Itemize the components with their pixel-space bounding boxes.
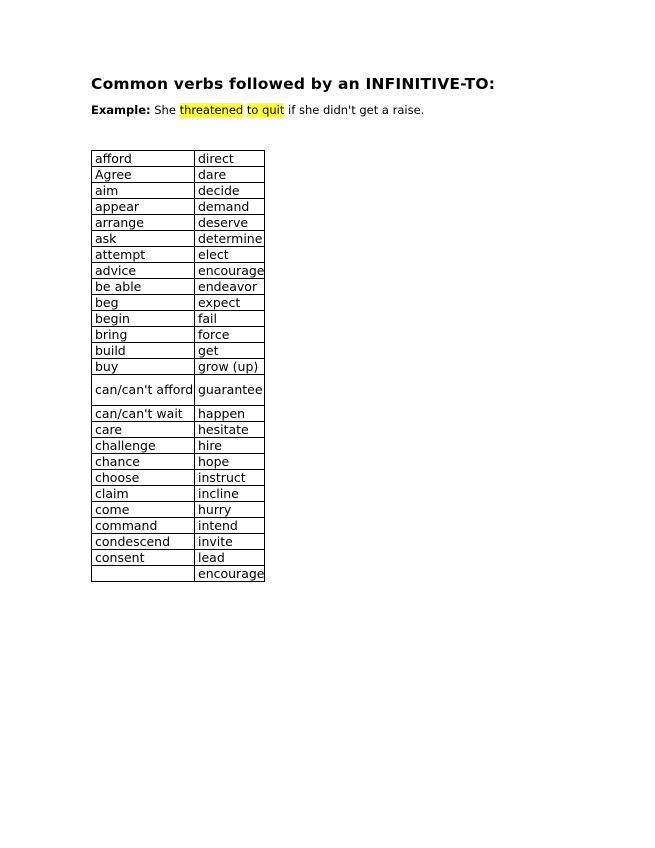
verb-cell-col2: grow (up): [195, 359, 265, 375]
example-text-end: if she didn't get a raise.: [288, 103, 425, 117]
table-row: [92, 518, 265, 534]
verb-cell-col2: force: [195, 327, 265, 343]
verb-cell-col1: be able: [92, 279, 195, 295]
verb-cell-col2: elect: [195, 247, 265, 263]
verb-cell-col2: dare: [195, 167, 265, 183]
verb-cell-col1: begin: [92, 311, 195, 327]
table-row: [92, 550, 265, 566]
table-row: [92, 231, 265, 247]
table-row: [92, 295, 265, 311]
verb-cell-col1: build: [92, 343, 195, 359]
verb-cell-col1: ask: [92, 231, 195, 247]
verb-cell-col2: demand: [195, 199, 265, 215]
verb-cell-col1: chance: [92, 454, 195, 470]
verb-cell-col2: incline: [195, 486, 265, 502]
table-row: [92, 502, 265, 518]
verb-cell-col2: instruct: [195, 470, 265, 486]
verb-cell-col1: come: [92, 502, 195, 518]
table-row: [92, 438, 265, 454]
verb-cell-col1: advice: [92, 263, 195, 279]
verb-cell-col1: [92, 566, 195, 582]
verb-cell-col2: encourage: [195, 566, 265, 582]
table-row: [92, 279, 265, 295]
verb-cell-col1: command: [92, 518, 195, 534]
verb-cell-col2: endeavor: [195, 279, 265, 295]
table-row: [92, 151, 265, 167]
verbs-table-body: [92, 151, 265, 582]
table-row: [92, 263, 265, 279]
table-row: [92, 167, 265, 183]
verb-cell-col1: bring: [92, 327, 195, 343]
table-row: [92, 375, 265, 406]
table-row: [92, 327, 265, 343]
verb-cell-col2: get: [195, 343, 265, 359]
verb-cell-col2: guarantee: [195, 375, 265, 406]
example-text-start: She: [154, 103, 176, 117]
table-row: [92, 311, 265, 327]
verb-cell-col1: attempt: [92, 247, 195, 263]
verb-cell-col1: condescend: [92, 534, 195, 550]
verb-cell-col1: claim: [92, 486, 195, 502]
table-row: [92, 454, 265, 470]
table-row: [92, 422, 265, 438]
verb-cell-col1: care: [92, 422, 195, 438]
highlighted-verb: threatened: [179, 103, 244, 117]
verb-cell-col2: happen: [195, 406, 265, 422]
verb-cell-col1: can/can't wait: [92, 406, 195, 422]
verb-cell-col1: appear: [92, 199, 195, 215]
verb-cell-col1: choose: [92, 470, 195, 486]
verb-cell-col1: Agree: [92, 167, 195, 183]
verb-cell-col2: fail: [195, 311, 265, 327]
table-row: [92, 566, 265, 582]
table-row: [92, 247, 265, 263]
verb-cell-col2: deserve: [195, 215, 265, 231]
verb-cell-col2: intend: [195, 518, 265, 534]
table-row: [92, 406, 265, 422]
verb-cell-col2: encourage: [195, 263, 265, 279]
verbs-table: [91, 150, 265, 582]
example-sentence: [91, 103, 424, 117]
table-row: [92, 215, 265, 231]
verb-cell-col1: can/can't afford: [92, 375, 195, 406]
verb-cell-col2: lead: [195, 550, 265, 566]
verb-cell-col2: hesitate: [195, 422, 265, 438]
table-row: [92, 343, 265, 359]
table-row: [92, 183, 265, 199]
verb-cell-col2: invite: [195, 534, 265, 550]
verb-cell-col2: hire: [195, 438, 265, 454]
verb-cell-col2: hurry: [195, 502, 265, 518]
verb-cell-col1: challenge: [92, 438, 195, 454]
verb-cell-col1: arrange: [92, 215, 195, 231]
highlighted-infinitive: to quit: [246, 103, 285, 117]
verb-cell-col2: direct: [195, 151, 265, 167]
table-row: [92, 199, 265, 215]
verb-cell-col2: expect: [195, 295, 265, 311]
verb-cell-col2: decide: [195, 183, 265, 199]
verb-cell-col1: afford: [92, 151, 195, 167]
verb-cell-col1: buy: [92, 359, 195, 375]
table-row: [92, 359, 265, 375]
verb-cell-col1: aim: [92, 183, 195, 199]
example-label: Example:: [91, 103, 151, 117]
page-title: Common verbs followed by an INFINITIVE-TO:: [91, 75, 496, 93]
verb-cell-col1: beg: [92, 295, 195, 311]
table-row: [92, 470, 265, 486]
verb-cell-col1: consent: [92, 550, 195, 566]
table-row: [92, 486, 265, 502]
verb-cell-col2: hope: [195, 454, 265, 470]
verb-cell-col2: determine: [195, 231, 265, 247]
table-row: [92, 534, 265, 550]
